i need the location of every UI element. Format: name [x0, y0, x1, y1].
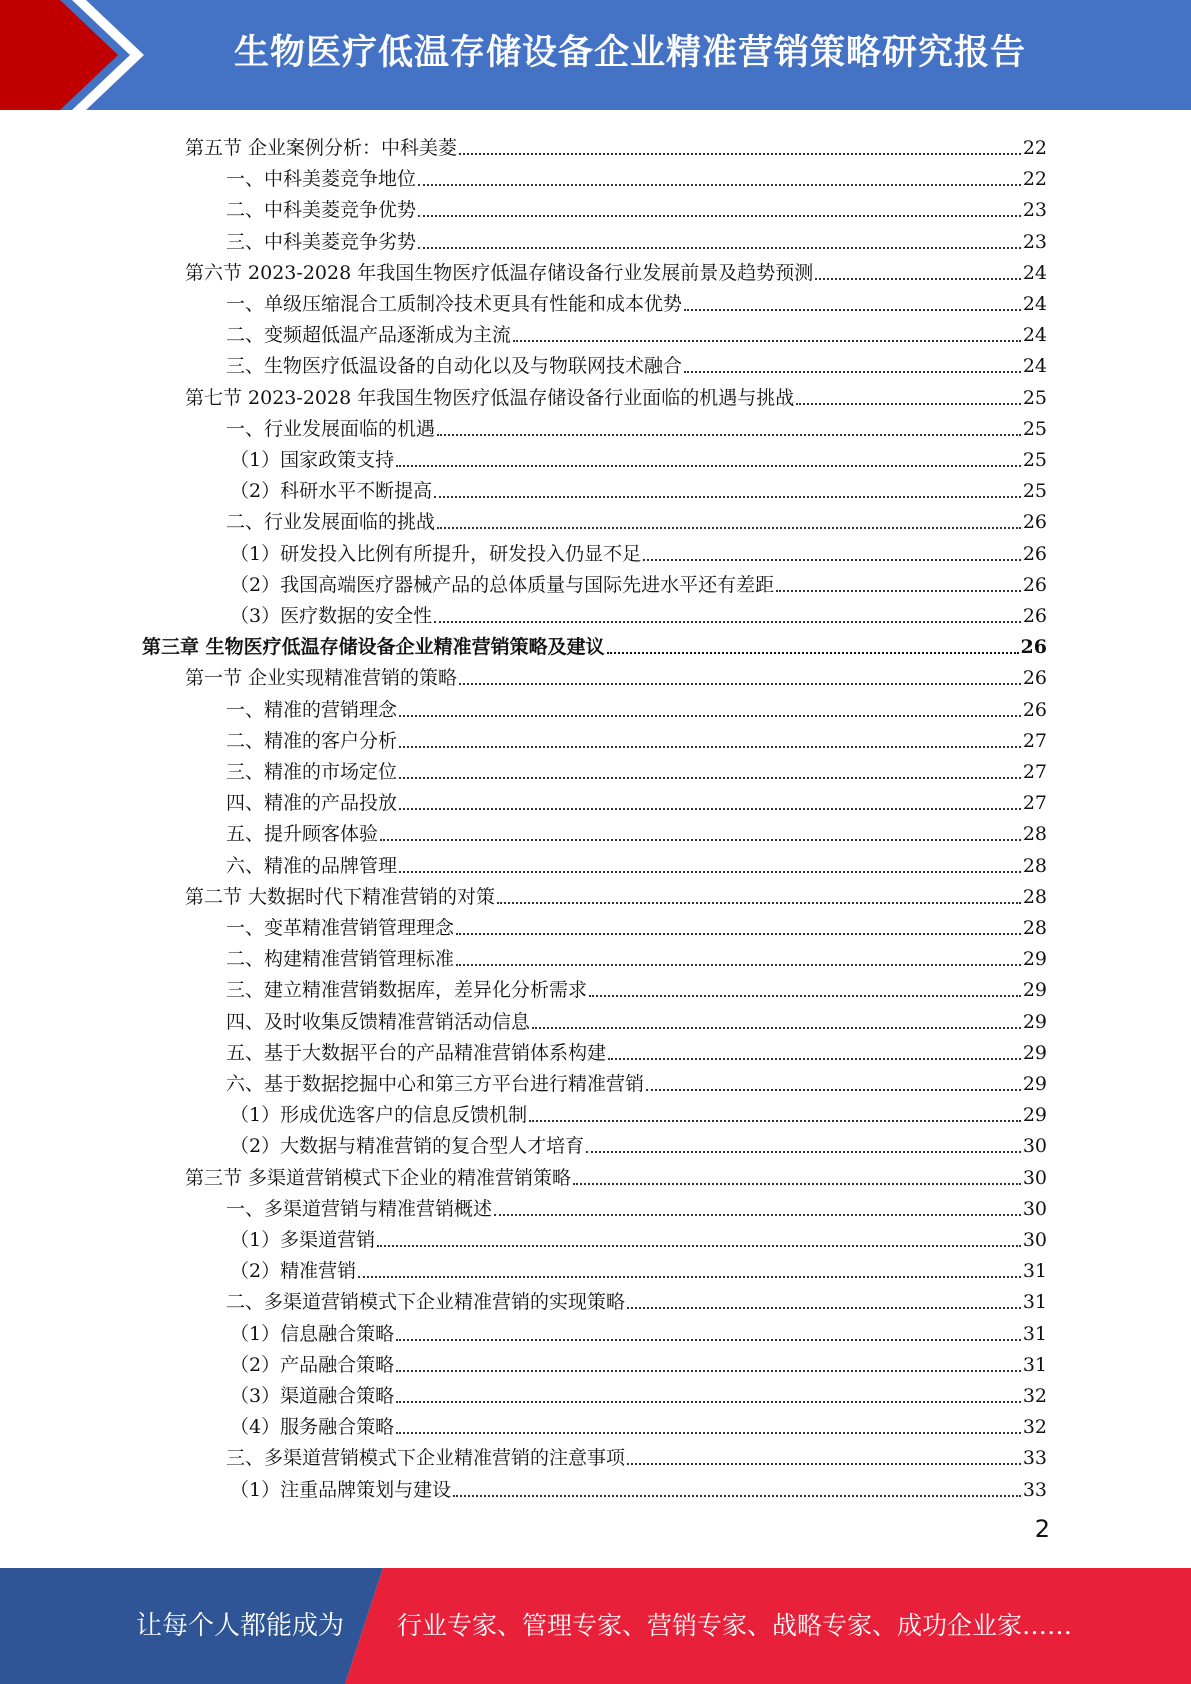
toc-dot-leader: [532, 1026, 1021, 1029]
toc-entry-title: 二、变频超低温产品逐渐成为主流: [226, 324, 512, 347]
toc-dot-leader: [815, 277, 1021, 280]
toc-entry-page: 33: [1022, 1447, 1047, 1470]
toc-entry-page: 29: [1022, 948, 1047, 971]
toc-entry[interactable]: [185, 129, 1047, 160]
toc-entry-page: 24: [1022, 324, 1047, 347]
toc-entry-page: 22: [1022, 137, 1047, 159]
toc-entry[interactable]: [226, 410, 1047, 441]
toc-entry-title: （2）我国高端医疗器械产品的总体质量与国际先进水平还有差距: [230, 573, 775, 596]
toc-dot-leader: [399, 870, 1021, 873]
toc-entry-title: 四、及时收集反馈精准营销活动信息: [226, 1010, 531, 1033]
toc-dot-leader: [418, 214, 1021, 217]
toc-entry-title: （1）形成优选客户的信息反馈机制: [230, 1104, 528, 1127]
toc-dot-leader: [453, 1494, 1021, 1497]
toc-dot-leader: [418, 183, 1021, 186]
toc-entry-page: 25: [1022, 386, 1047, 409]
toc-entry-page: 30: [1022, 1166, 1047, 1189]
toc-entry-title: 一、行业发展面临的机遇: [226, 417, 436, 440]
toc-entry[interactable]: [230, 597, 1047, 628]
toc-entry-title: 第三节 多渠道营销模式下企业的精准营销策略: [185, 1166, 572, 1189]
toc-entry-title: （4）服务融合策略: [230, 1416, 395, 1439]
toc-dot-leader: [434, 620, 1021, 623]
toc-entry-page: 26: [1022, 542, 1047, 565]
toc-dot-leader: [456, 932, 1021, 935]
toc-dot-leader: [396, 1400, 1021, 1403]
toc-entry[interactable]: [230, 441, 1047, 472]
toc-entry-page: 27: [1022, 792, 1047, 815]
toc-entry-page: 26: [1022, 698, 1047, 721]
toc-entry[interactable]: [226, 722, 1047, 753]
toc-entry-page: 30: [1022, 1135, 1047, 1158]
toc-entry[interactable]: [230, 1377, 1047, 1408]
toc-dot-leader: [396, 1338, 1021, 1341]
toc-entry[interactable]: [230, 1346, 1047, 1377]
toc-entry[interactable]: [230, 535, 1047, 566]
toc-dot-leader: [513, 339, 1021, 342]
toc-dot-leader: [399, 776, 1021, 779]
toc-dot-leader: [396, 1431, 1021, 1434]
toc-entry-page: 26: [1020, 636, 1047, 659]
toc-entry-title: 一、单级压缩混合工质制冷技术更具有性能和成本优势: [226, 293, 683, 315]
toc-entry[interactable]: [230, 1315, 1047, 1346]
toc-entry-page: 26: [1022, 573, 1047, 596]
toc-entry-page: 22: [1022, 168, 1047, 191]
toc-entry-page: 28: [1022, 917, 1047, 939]
toc-entry[interactable]: [226, 316, 1047, 347]
toc-dot-leader: [529, 1119, 1021, 1122]
toc-entry-title: （2）大数据与精准营销的复合型人才培育: [230, 1135, 585, 1158]
toc-entry-page: 29: [1022, 1104, 1047, 1127]
toc-dot-leader: [796, 402, 1021, 405]
toc-entry[interactable]: [226, 191, 1047, 222]
toc-entry-title: 一、精准的营销理念: [226, 698, 398, 721]
toc-entry[interactable]: [226, 1003, 1047, 1034]
toc-entry-title: （1）信息融合策略: [230, 1322, 395, 1345]
toc-entry[interactable]: [226, 1283, 1047, 1314]
toc-dot-leader: [573, 1182, 1021, 1185]
toc-entry[interactable]: [226, 285, 1047, 316]
toc-dot-leader: [380, 838, 1021, 841]
toc-entry[interactable]: [226, 815, 1047, 846]
page-header: [0, 0, 1191, 110]
toc-dot-leader: [396, 1369, 1021, 1372]
toc-entry-page: 27: [1022, 729, 1047, 752]
toc-entry-title: （2）精准营销: [230, 1260, 357, 1283]
toc-entry-page: 28: [1022, 823, 1047, 846]
toc-entry[interactable]: [226, 784, 1047, 815]
toc-entry[interactable]: [230, 1408, 1047, 1439]
toc-entry-title: 二、中科美菱竞争优势: [226, 199, 417, 222]
toc-entry-title: 第七节 2023-2028 年我国生物医疗低温存储设备行业面临的机遇与挑战: [185, 386, 795, 409]
toc-entry-page: 25: [1022, 449, 1047, 471]
toc-entry-title: 二、多渠道营销模式下企业精准营销的实现策略: [226, 1291, 626, 1314]
toc-entry[interactable]: [226, 503, 1047, 534]
toc-entry-title: 三、建立精准营销数据库，差异化分析需求: [226, 979, 588, 1002]
toc-entry-page: 31: [1022, 1260, 1047, 1283]
toc-entry-title: （1）注重品牌策划与建设: [230, 1478, 452, 1501]
toc-entry-page: 26: [1022, 605, 1047, 627]
toc-entry[interactable]: [230, 1127, 1047, 1158]
toc-entry-page: 29: [1022, 1073, 1047, 1095]
toc-dot-leader: [358, 1275, 1021, 1278]
toc-entry-title: 一、变革精准营销管理理念: [226, 917, 455, 939]
toc-entry-title: 二、构建精准营销管理标准: [226, 948, 455, 971]
toc-entry[interactable]: [226, 847, 1047, 878]
toc-dot-leader: [646, 1088, 1021, 1091]
toc-dot-leader: [494, 1213, 1021, 1216]
page-number: 2: [1034, 1515, 1050, 1543]
toc-entry[interactable]: [226, 223, 1047, 254]
toc-entry[interactable]: [226, 909, 1047, 940]
toc-entry-title: （3）医疗数据的安全性: [230, 605, 433, 627]
toc-dot-leader: [459, 152, 1021, 155]
toc-entry-page: 32: [1022, 1385, 1047, 1407]
toc-entry-title: 二、精准的客户分析: [226, 729, 398, 752]
toc-entry[interactable]: [226, 753, 1047, 784]
toc-entry-page: 29: [1022, 1041, 1047, 1064]
toc-entry[interactable]: [185, 379, 1047, 410]
toc-entry-title: 第一节 企业实现精准营销的策略: [185, 667, 458, 690]
toc-dot-leader: [776, 589, 1021, 592]
toc-entry[interactable]: [230, 1252, 1047, 1283]
toc-dot-leader: [437, 433, 1021, 436]
toc-dot-leader: [608, 1057, 1021, 1060]
toc-entry-title: （1）多渠道营销: [230, 1229, 376, 1251]
toc-dot-leader: [396, 464, 1021, 467]
toc-entry-title: 第六节 2023-2028 年我国生物医疗低温存储设备行业发展前景及趋势预测: [185, 261, 814, 284]
toc-entry[interactable]: [185, 254, 1047, 285]
toc-entry-title: （1）国家政策支持: [230, 449, 395, 471]
toc-entry-page: 24: [1022, 293, 1047, 315]
toc-entry-title: 三、多渠道营销模式下企业精准营销的注意事项: [226, 1447, 626, 1470]
toc-entry-page: 25: [1022, 480, 1047, 503]
toc-dot-leader: [684, 308, 1021, 311]
toc-entry-page: 29: [1022, 979, 1047, 1002]
toc-dot-leader: [607, 651, 1019, 654]
toc-entry-title: （2）产品融合策略: [230, 1353, 395, 1376]
report-title: 生物医疗低温存储设备企业精准营销策略研究报告: [233, 33, 1026, 73]
toc-entry-page: 26: [1022, 511, 1047, 534]
toc-entry-title: 第三章 生物医疗低温存储设备企业精准营销策略及建议: [142, 636, 605, 659]
toc-entry[interactable]: [230, 1471, 1047, 1502]
toc-dot-leader: [418, 246, 1021, 249]
toc-entry-page: 31: [1022, 1291, 1047, 1314]
toc-entry-title: 三、生物医疗低温设备的自动化以及与物联网技术融合: [226, 355, 683, 378]
toc-dot-leader: [437, 526, 1021, 529]
toc-dot-leader: [684, 370, 1021, 373]
toc-dot-leader: [589, 994, 1021, 997]
toc-entry[interactable]: [230, 566, 1047, 597]
toc-entry[interactable]: [142, 628, 1047, 659]
toc-entry[interactable]: [226, 1439, 1047, 1470]
toc-dot-leader: [459, 682, 1021, 685]
toc-entry[interactable]: [226, 1065, 1047, 1096]
page-footer: [0, 1568, 1191, 1684]
toc-entry-page: 33: [1022, 1478, 1047, 1501]
toc-entry-page: 31: [1022, 1353, 1047, 1376]
toc-dot-leader: [456, 963, 1021, 966]
footer-slogan-right: 行业专家、管理专家、营销专家、战略专家、成功企业家……: [397, 1611, 1073, 1640]
toc-dot-leader: [399, 714, 1021, 717]
toc-entry[interactable]: [230, 1096, 1047, 1127]
toc-entry[interactable]: [230, 1221, 1047, 1252]
toc-dot-leader: [497, 901, 1021, 904]
toc-dot-leader: [399, 807, 1021, 810]
toc-entry-page: 29: [1022, 1010, 1047, 1033]
toc-entry[interactable]: [226, 1034, 1047, 1065]
toc-entry-page: 23: [1022, 230, 1047, 253]
toc-entry[interactable]: [185, 1159, 1047, 1190]
toc-entry-page: 32: [1022, 1416, 1047, 1439]
toc-entry[interactable]: [185, 878, 1047, 909]
toc-dot-leader: [627, 1306, 1021, 1309]
toc-entry-title: 三、中科美菱竞争劣势: [226, 230, 417, 253]
toc-dot-leader: [399, 745, 1021, 748]
toc-entry-title: 一、多渠道营销与精准营销概述: [226, 1197, 493, 1220]
toc-entry[interactable]: [226, 160, 1047, 191]
toc-entry-title: 五、基于大数据平台的产品精准营销体系构建: [226, 1041, 607, 1064]
toc-entry-title: 第二节 大数据时代下精准营销的对策: [185, 885, 496, 908]
header-arrow-decoration: [0, 0, 160, 110]
footer-slogan-left: 让每个人都能成为: [135, 1611, 344, 1641]
toc-entry-title: 四、精准的产品投放: [226, 792, 398, 815]
toc-entry[interactable]: [185, 659, 1047, 690]
toc-entry[interactable]: [230, 472, 1047, 503]
toc-entry-page: 28: [1022, 854, 1047, 877]
toc-entry-page: 30: [1022, 1229, 1047, 1251]
toc-entry-page: 31: [1022, 1322, 1047, 1345]
toc-entry-title: 第五节 企业案例分析：中科美菱: [185, 137, 458, 159]
toc-entry-page: 24: [1022, 355, 1047, 378]
toc-dot-leader: [434, 495, 1021, 498]
toc-entry-title: 五、提升顾客体验: [226, 823, 379, 846]
toc-entry[interactable]: [226, 940, 1047, 971]
toc-entry-page: 23: [1022, 199, 1047, 222]
toc-entry-title: （3）渠道融合策略: [230, 1385, 395, 1407]
toc-entry[interactable]: [226, 691, 1047, 722]
toc-entry-page: 27: [1022, 761, 1047, 783]
toc-entry-page: 24: [1022, 261, 1047, 284]
toc-dot-leader: [377, 1244, 1021, 1247]
toc-entry[interactable]: [226, 347, 1047, 378]
toc-dot-leader: [627, 1462, 1021, 1465]
toc-entry-title: 三、精准的市场定位: [226, 761, 398, 783]
toc-entry-title: （1）研发投入比例有所提升，研发投入仍显不足: [230, 542, 642, 565]
toc-dot-leader: [643, 558, 1021, 561]
toc-entry-title: 六、基于数据挖掘中心和第三方平台进行精准营销: [226, 1073, 645, 1095]
toc-entry-page: 25: [1022, 417, 1047, 440]
toc-entry-title: 一、中科美菱竞争地位: [226, 168, 417, 191]
toc-entry-page: 30: [1022, 1197, 1047, 1220]
toc-entry-page: 28: [1022, 885, 1047, 908]
toc-entry[interactable]: [226, 1190, 1047, 1221]
toc-dot-leader: [586, 1150, 1021, 1153]
toc-entry-title: （2）科研水平不断提高: [230, 480, 433, 503]
toc-entry-page: 26: [1022, 667, 1047, 690]
toc-entry-title: 二、行业发展面临的挑战: [226, 511, 436, 534]
toc-entry-title: 六、精准的品牌管理: [226, 854, 398, 877]
toc-entry[interactable]: [226, 971, 1047, 1002]
